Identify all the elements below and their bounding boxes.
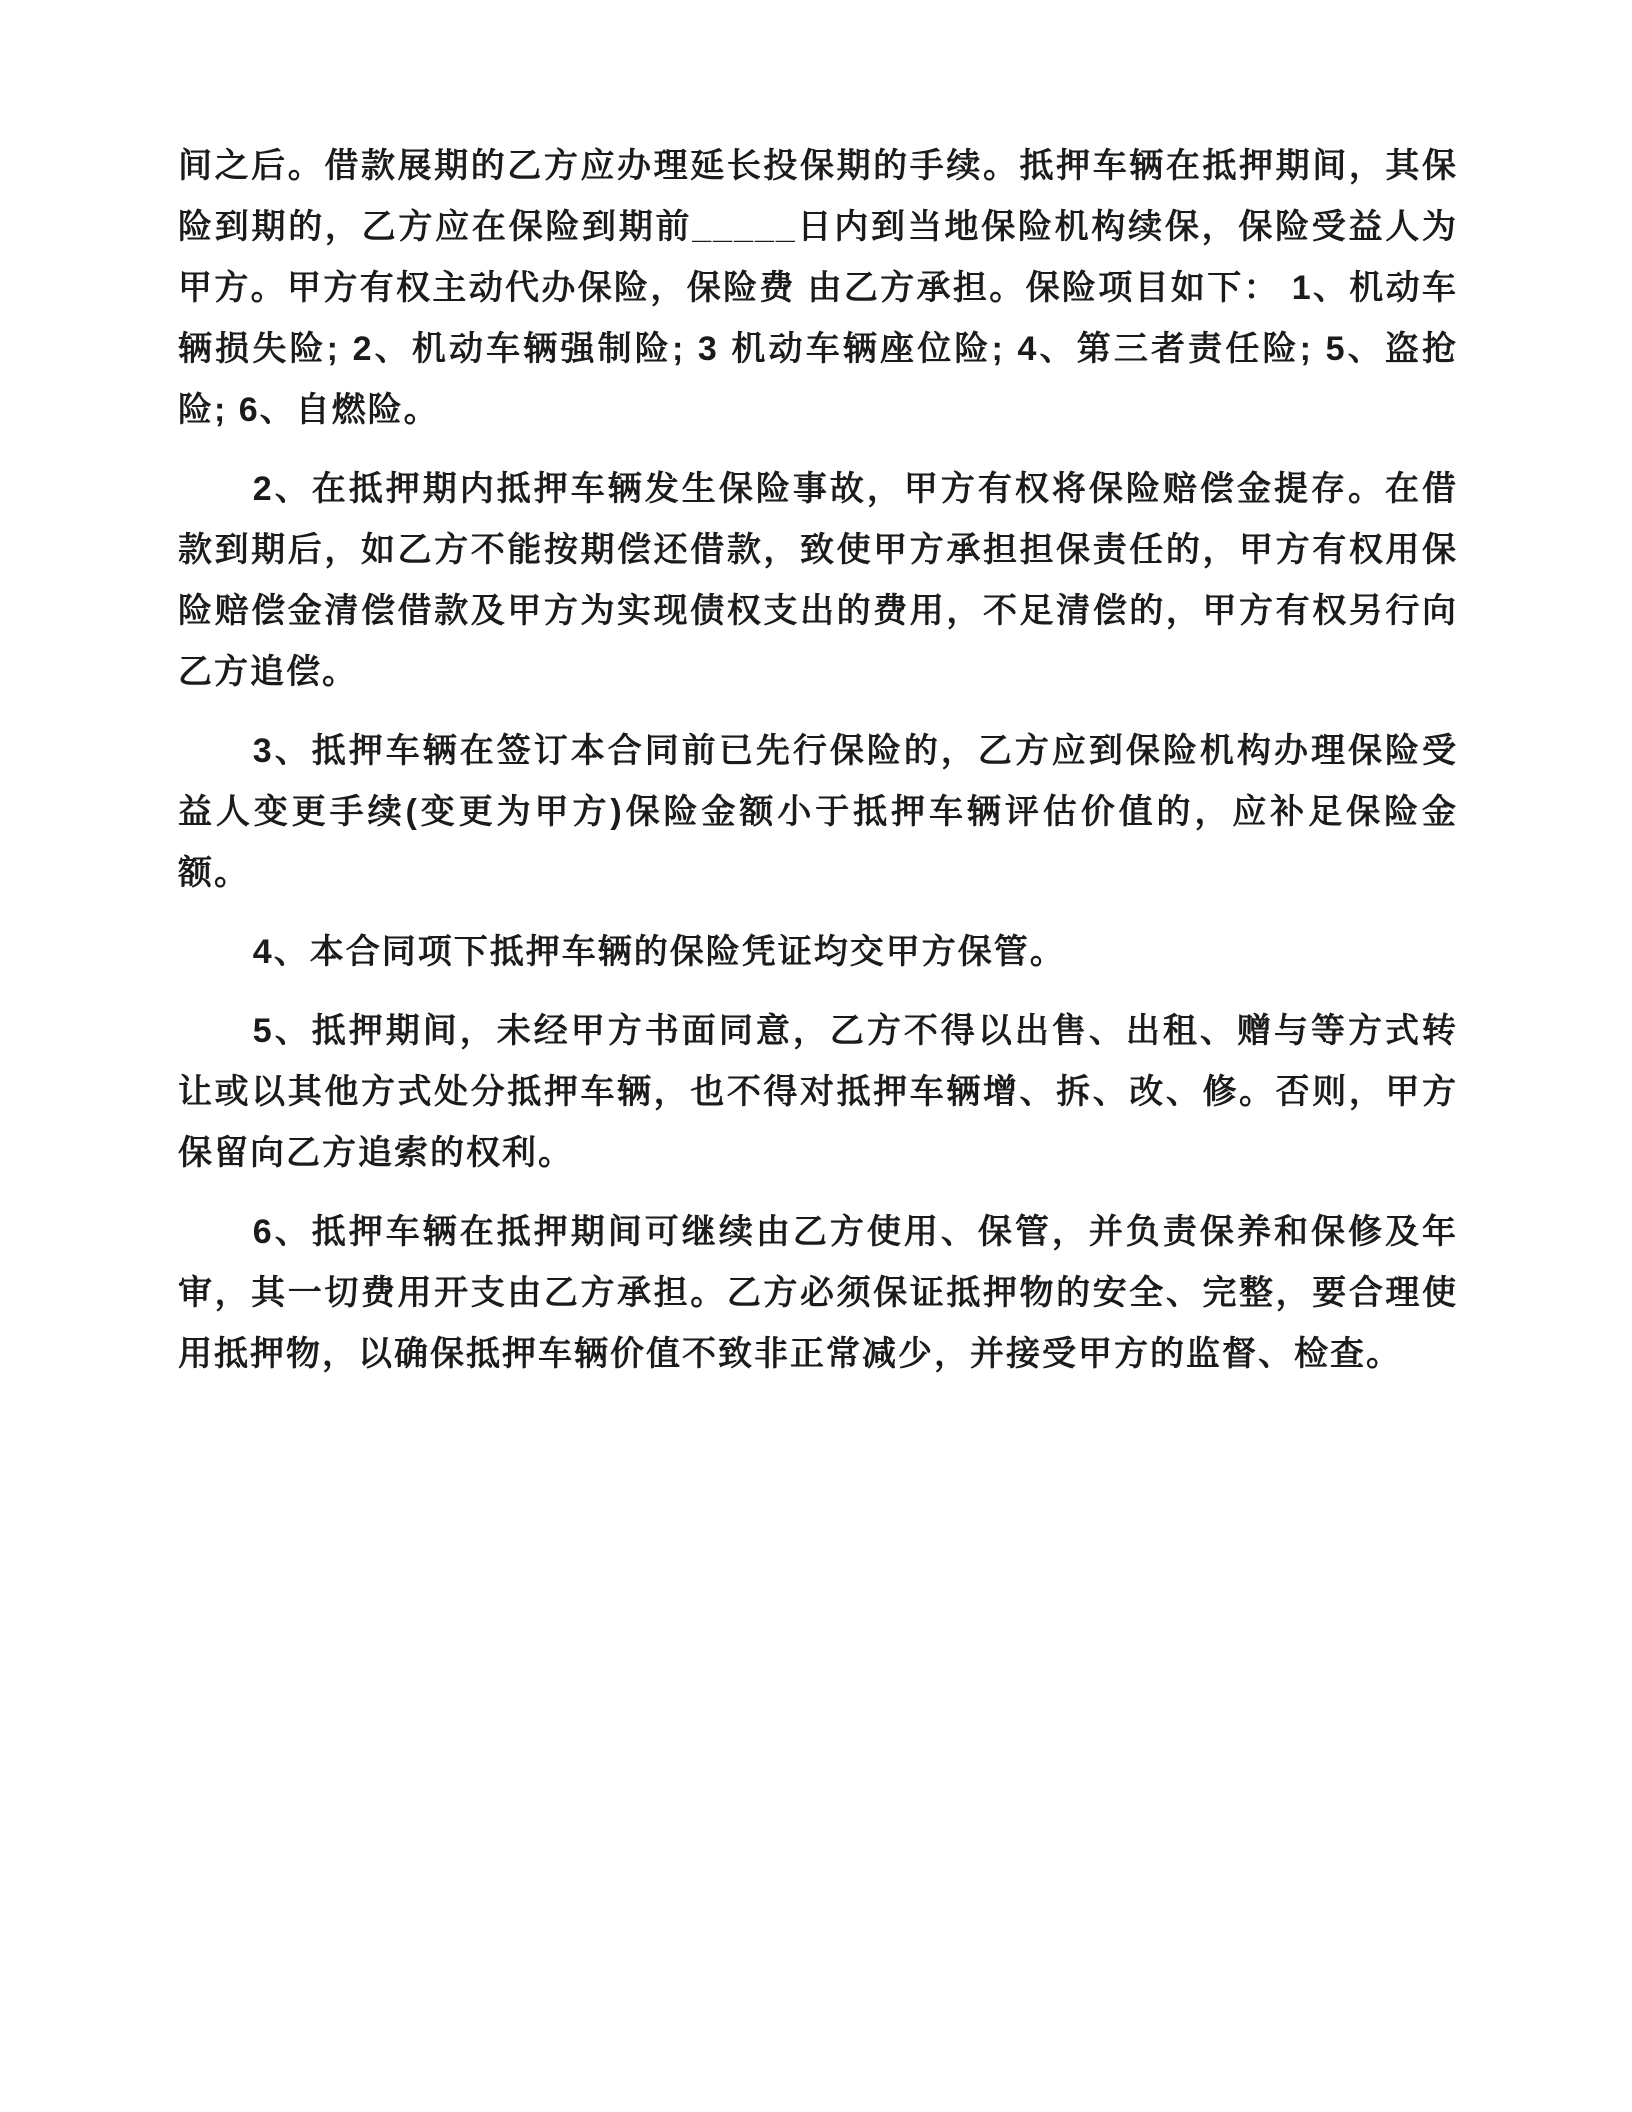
paragraph-clause-6: 6、抵押车辆在抵押期间可继续由乙方使用、保管，并负责保养和保修及年审，其一切费用开支由乙方承担。乙方必须保证抵押物的安全、完整，要合理使用抵押物，以确保抵押车辆价值不致非正常减少，并接受甲方的监督、检查。	[178, 1213, 1458, 1373]
paragraph-clause-4: 4、本合同项下抵押车辆的保险凭证均交甲方保管。	[252, 933, 1066, 971]
paragraph-insurance-continuation: 间之后。借款展期的乙方应办理延长投保期的手续。抵押车辆在抵押期间，其保险到期的，乙方应在保险到期前_____日内到当地保险机构续保，保险受益人为甲方。甲方有权主动代办保险，保险费 由乙方承担。保险项目如下： 1、机动车辆损失险; 2、机动车辆强制险; 3 机动车辆座位险; 4、第三者责任险; 5、盗抢险; 6、自燃险。	[178, 147, 1458, 429]
paragraph-clause-2: 2、在抵押期内抵押车辆发生保险事故，甲方有权将保险赔偿金提存。在借款到期后，如乙方不能按期偿还借款，致使甲方承担担保责任的，甲方有权用保险赔偿金清偿借款及甲方为实现债权支出的费用，不足清偿的，甲方有权另行向乙方追偿。	[178, 470, 1458, 691]
paragraph-clause-3: 3、抵押车辆在签订本合同前已先行保险的，乙方应到保险机构办理保险受益人变更手续(变更为甲方)保险金额小于抵押车辆评估价值的，应补足保险金额。	[178, 732, 1458, 892]
paragraph-clause-5: 5、抵押期间，未经甲方书面同意，乙方不得以出售、出租、赠与等方式转让或以其他方式处分抵押车辆，也不得对抵押车辆增、拆、改、修。否则，甲方保留向乙方追索的权利。	[178, 1012, 1458, 1172]
